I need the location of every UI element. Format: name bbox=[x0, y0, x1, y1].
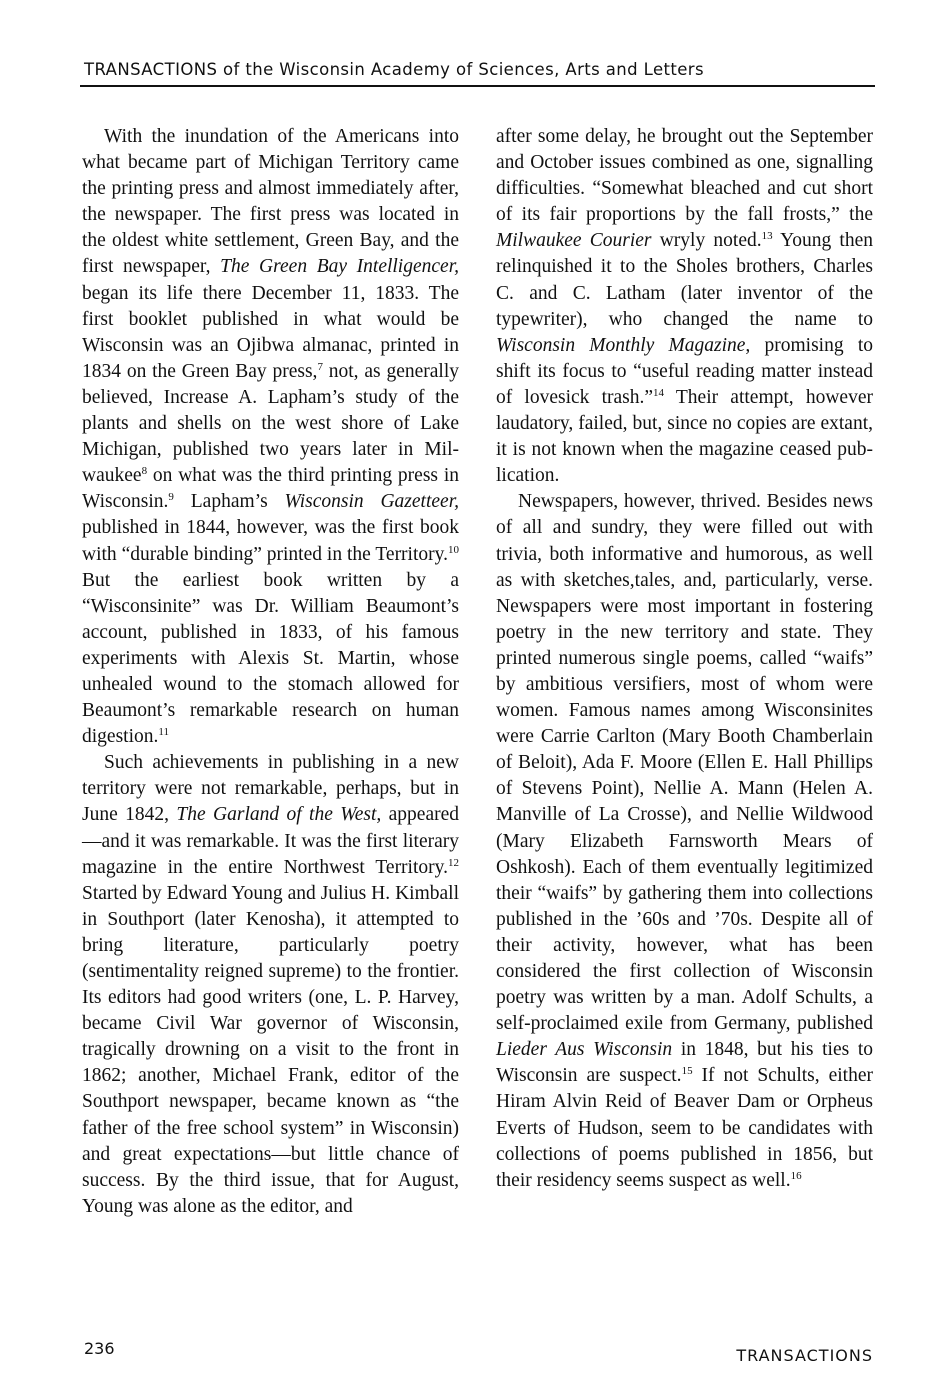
text-run: But the earliest book written by a “Wisconsinite” was Dr. William Beaumont’s account, published in 1833, of his famous experiments with Alexis St. Martin, whose unhealed wound to the stomach allowed for Beaumont’s remarkable research on human digestion. bbox=[82, 569, 459, 748]
footnote-ref: 16 bbox=[790, 1169, 802, 1182]
text-run: promising to shift its focus to “useful reading matter instead of lovesick trash.” bbox=[496, 334, 873, 408]
text-run: Young then relinquished it to the Sholes brothers, Charles C. and C. Latham (later inventor of the typewriter), who changed the name to bbox=[496, 230, 873, 330]
footnote-ref: 8 bbox=[141, 465, 148, 478]
paragraph-newspapers bbox=[496, 489, 873, 1194]
text-run: Newspapers, however, thrived. Besides news of all and sundry, they were filled out with trivia, both informative and humorous, as well as with sketches,tales, and, particularly, verse. Newspapers were most important in fostering poetry in the new territory and state. They printed numerous single poems, called “waifs” by ambitious versifiers, most of whom were women. Famous names among Wisconsinites were Carrie Carlton (Mary Booth Chamberlain of Beloit), Ada F. Moore (Ellen E. Hall Phillips of Stevens Point), Nellie A. Mann (Helen A. Manville of La Crosse), and Nellie Wildwood (Mary Elizabeth Farnsworth Mears of Oshkosh). Each of them eventually legitimized their “waifs” by gathering them into collections published in the ’60s and ’70s. Despite all of their activity, however, what has been considered the first collection of Wisconsin poetry was written by a man. Adolf Schults, a self-proclaimed exile from Germany, published bbox=[496, 491, 873, 1035]
italic-title: Lieder Aus Wisconsin bbox=[496, 1039, 673, 1061]
text-run: published in 1844, however, was the first book with “durable binding” printed in the Territory. bbox=[82, 517, 459, 565]
footnote-ref: 9 bbox=[168, 491, 174, 504]
text-run: appeared—and it was remarkable. It was the first literary magazine in the entire Northwest Territory. bbox=[82, 804, 459, 878]
text-run: in 1848, but his ties to Wisconsin are suspect. bbox=[496, 1039, 873, 1087]
italic-title: The Green Bay Intelligencer, bbox=[220, 256, 459, 278]
footnote-ref: 10 bbox=[448, 543, 459, 556]
text-run: began its life there December 11, 1833. The first booklet published in what would be Wisconsin was an Ojibwa almanac, printed in 1834 on the Green Bay press, bbox=[82, 282, 459, 382]
text-run: Such achievements in publishing in a new territory were not remarkable, perhaps, but in June 1842, bbox=[82, 752, 459, 826]
footnote-ref: 14 bbox=[653, 386, 665, 399]
page-number: 236 bbox=[84, 1339, 115, 1358]
left-column bbox=[82, 124, 459, 1220]
italic-title: Wisconsin Monthly Magazine, bbox=[496, 334, 751, 356]
paragraph-garland-of-the-west bbox=[82, 750, 459, 1220]
footer-journal-label: TRANSACTIONS bbox=[736, 1346, 873, 1365]
italic-title: Wisconsin Gazetteer, bbox=[284, 491, 459, 513]
text-run: not, as generally believed, Increase A. Lapham’s study of the plants and shells on the west shore of Lake Michigan, published two years later in Milwaukee bbox=[82, 360, 459, 487]
paragraph-continuation bbox=[496, 124, 873, 489]
paragraph-printing-press bbox=[82, 124, 459, 750]
text-run: With the inundation of the Americans into what became part of Michigan Territory came the printing press and almost immediately after, the newspaper. The first press was located in the oldest white settlement, Green Bay, and the first newspaper, bbox=[82, 126, 459, 278]
right-column bbox=[496, 124, 873, 1194]
footnote-ref: 13 bbox=[761, 230, 773, 243]
running-head-title: TRANSACTIONS of the Wisconsin Academy of Sciences, Arts and Letters bbox=[84, 60, 704, 79]
text-run: Started by Edward Young and Julius H. Kimball in Southport (later Kenosha), it attempted to bring literature, particularly poetry (sentimentality reigned supreme) to the frontier. Its editors had good writers (one, L. P. Harvey, became Civil War governor of Wisconsin, tragically drowning on a visit to the front in 1862; another, Michael Frank, editor of the Southport newspaper, became known as “the father of the free school system” in Wisconsin) and great expectations—but little chance of success. By the third issue, that for August, Young was alone as the editor, and bbox=[82, 882, 459, 1217]
text-run: Lapham’s bbox=[173, 491, 285, 513]
footnote-ref: 15 bbox=[681, 1065, 693, 1078]
text-run: If not Schults, either Hiram Alvin Reid of Beaver Dam or Orpheus Everts of Hudson, seem to be candidates with collections of poems published in 1856, but their residency seems suspect as well. bbox=[496, 1065, 873, 1191]
italic-title: Milwaukee Courier bbox=[496, 230, 652, 252]
text-run: on what was the third printing press in Wisconsin. bbox=[82, 465, 459, 513]
text-run: Their attempt, however laudatory, failed, but, since no copies are extant, it is not known when the magazine ceased publication. bbox=[496, 386, 873, 487]
text-run: wryly noted. bbox=[651, 230, 762, 252]
footnote-ref: 11 bbox=[158, 726, 169, 739]
italic-title: The Garland of the West, bbox=[176, 804, 382, 826]
header-rule bbox=[80, 85, 875, 87]
footnote-ref: 12 bbox=[448, 856, 459, 869]
text-run: after some delay, he brought out the September and October issues combined as one, signalling difficulties. “Somewhat bleached and cut short of its fair proportions by the fall frosts,” the bbox=[496, 126, 873, 226]
footnote-ref: 7 bbox=[317, 360, 323, 373]
